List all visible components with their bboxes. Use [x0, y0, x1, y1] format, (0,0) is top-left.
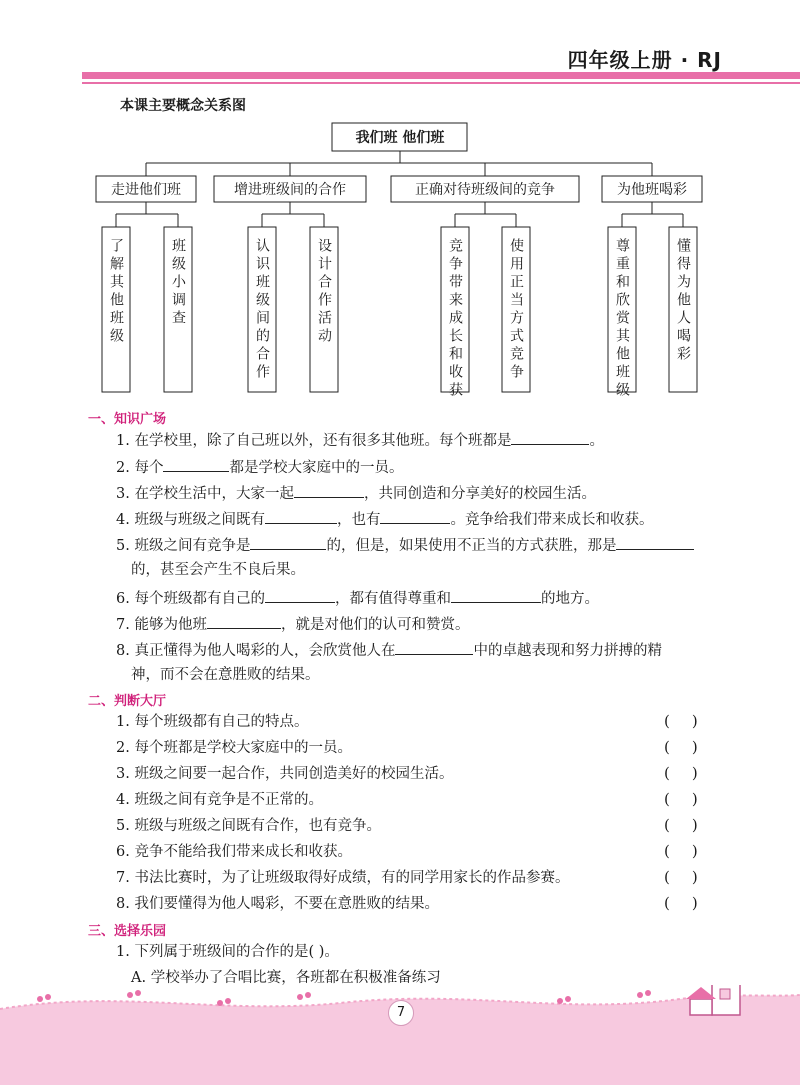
choice-option-a[interactable]: A. 学校举办了合唱比赛，各班都在积极准备练习: [131, 970, 441, 986]
fill-question-8: 8. 真正懂得为他人喝彩的人，会欣赏他人在 中的卓越表现和努力拼搏的精: [116, 639, 662, 661]
page-number: 7: [388, 1000, 414, 1026]
fill-question-4: 4. 班级与班级之间既有 ，也有 。竞争给我们带来成长和收获。: [116, 508, 653, 530]
fill-question-8-cont: 神，而不会在意胜败的结果。: [131, 667, 320, 683]
fill-question-3: 3. 在学校生活中，大家一起 ，共同创造和分享美好的校园生活。: [116, 482, 596, 504]
answer-blank[interactable]: [616, 534, 694, 550]
judge-question-6: 6. 竞争不能给我们带来成长和收获。: [116, 844, 352, 860]
group-label-1: 走进他们班: [111, 182, 181, 198]
answer-blank[interactable]: [294, 482, 364, 498]
choice-question-1: 1. 下列属于班级间的合作的是( )。: [116, 944, 339, 960]
item-label-1a: 了解其他班级: [108, 238, 124, 346]
judge-question-3: 3. 班级之间要一起合作，共同创造美好的校园生活。: [116, 766, 454, 782]
fill-question-1: 1. 在学校里，除了自己班以外，还有很多其他班。每个班都是 。: [116, 429, 604, 451]
group-label-3: 正确对待班级间的竞争: [415, 182, 555, 198]
concept-map: [0, 0, 800, 420]
group-label-4: 为他班喝彩: [617, 182, 687, 198]
fill-question-5: 5. 班级之间有竞争是 的，但是，如果使用不正当的方式获胜，那是: [116, 534, 694, 556]
item-label-3a: 竞争带来成长和收获: [447, 238, 463, 400]
judge-question-7: 7. 书法比赛时，为了让班级取得好成绩，有的同学用家长的作品参赛。: [116, 870, 570, 886]
item-label-2a: 认识班级间的合作: [254, 238, 270, 382]
answer-blank[interactable]: [265, 508, 337, 524]
judge-question-2: 2. 每个班都是学校大家庭中的一员。: [116, 740, 352, 756]
root-label: 我们班 他们班: [355, 130, 445, 146]
item-label-2b: 设计合作活动: [316, 238, 332, 346]
item-label-1b: 班级小调查: [170, 238, 186, 328]
answer-parentheses[interactable]: (): [664, 842, 720, 860]
section-title-knowledge: 一、知识广场: [88, 412, 167, 427]
answer-parentheses[interactable]: (): [664, 868, 720, 886]
section-title-judgement: 二、判断大厅: [88, 694, 167, 709]
answer-blank[interactable]: [511, 429, 589, 445]
answer-parentheses[interactable]: (): [664, 816, 720, 834]
item-label-4b: 懂得为他人喝彩: [675, 238, 691, 364]
answer-parentheses[interactable]: (): [664, 738, 720, 756]
judge-question-8: 8. 我们要懂得为他人喝彩，不要在意胜败的结果。: [116, 896, 439, 912]
answer-blank[interactable]: [163, 456, 229, 472]
answer-blank[interactable]: [207, 613, 281, 629]
answer-blank[interactable]: [265, 587, 335, 603]
answer-parentheses[interactable]: (): [664, 790, 720, 808]
answer-blank[interactable]: [451, 587, 541, 603]
answer-parentheses[interactable]: (): [664, 712, 720, 730]
fill-question-7: 7. 能够为他班 ，就是对他们的认可和赞赏。: [116, 613, 469, 635]
item-label-4a: 尊重和欣赏其他班级: [614, 238, 630, 400]
group-label-2: 增进班级间的合作: [234, 182, 346, 198]
diagram-title: 本课主要概念关系图: [120, 98, 246, 114]
judge-question-5: 5. 班级与班级之间既有合作，也有竞争。: [116, 818, 381, 834]
judge-question-1: 1. 每个班级都有自己的特点。: [116, 714, 309, 730]
fill-question-5-cont: 的，甚至会产生不良后果。: [131, 562, 305, 578]
section-title-choice: 三、选择乐园: [88, 924, 167, 939]
answer-parentheses[interactable]: (): [664, 764, 720, 782]
tower-house-icon: [686, 985, 746, 1015]
item-label-3b: 使用正当方式竞争: [508, 238, 524, 382]
answer-blank[interactable]: [395, 639, 473, 655]
answer-blank[interactable]: [250, 534, 326, 550]
grade-label: 四年级上册 · RJ: [567, 48, 722, 72]
answer-parentheses[interactable]: (): [664, 894, 720, 912]
fill-question-2: 2. 每个 都是学校大家庭中的一员。: [116, 456, 403, 478]
fill-question-6: 6. 每个班级都有自己的 ，都有值得尊重和 的地方。: [116, 587, 599, 609]
judge-question-4: 4. 班级之间有竞争是不正常的。: [116, 792, 323, 808]
answer-blank[interactable]: [380, 508, 450, 524]
